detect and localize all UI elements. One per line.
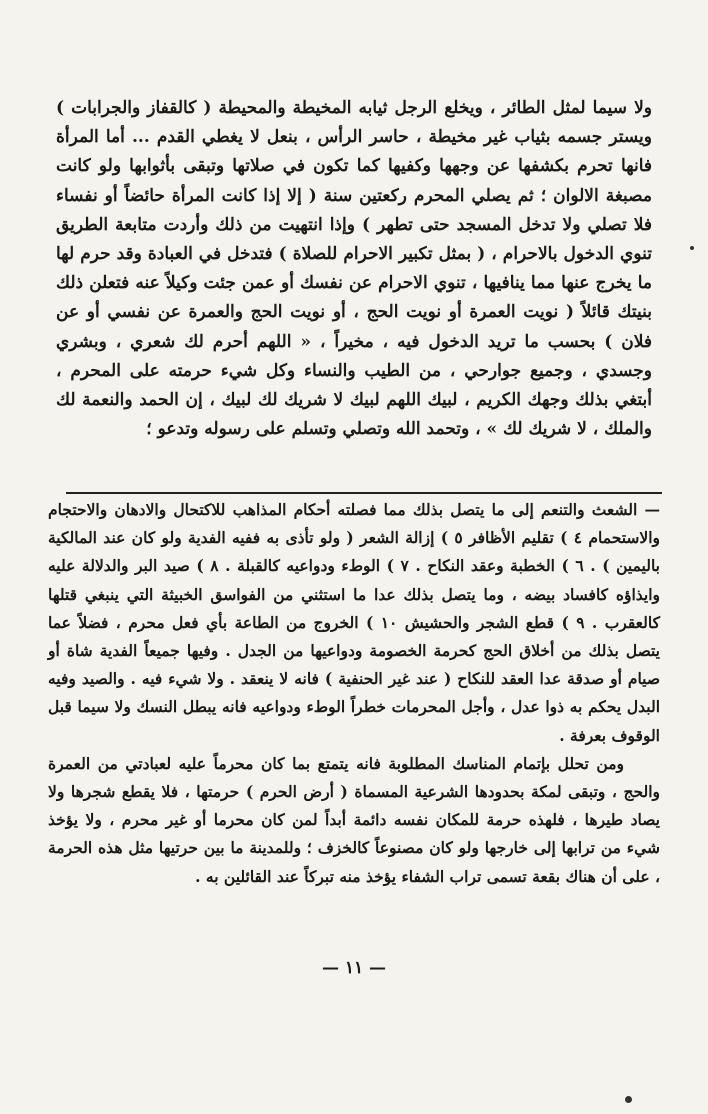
- paragraph: ومن تحلل بإتمام المناسك المطلوبة فانه يتمتع بما كان محرماً عليه لعبادتي من العمرة والحج ، وتبقى لمكة بحدودها الشرعية المسماة ( أرض الحرم ) حرمتها ، فلا يقطع شجرها ولا يصاد طيرها ، فلهذه حرمة للمكان نفسه دائمة أبداً لمن كان محرما أو غير محرم ، ولا يؤخذ شيء من ترابها إلى خارجها ولو كان مصنوعاً كالخزف ؛ وللمدينة ما بين حرتيها مثل هذه الحرمة ، على أن هناك بقعة تسمى تراب الشفاء يؤخذ منه تبركاً عند القائلين به .: [48, 753, 660, 886]
- footnote-separator: [66, 492, 662, 494]
- page-number: [0, 958, 708, 978]
- footnotes: [48, 496, 660, 891]
- page-number-text: — ١١ —: [321, 958, 387, 978]
- print-speck: [690, 246, 694, 250]
- main-text: [56, 94, 652, 444]
- footnote-paragraph: — الشعث والتنعم إلى ما يتصل بذلك مما فصلته أحكام المذاهب للاكتحال والادهان والاحتجام والاستحمام ٤ ) تقليم الأظافر ٥ ) إزالة الشعر ( ولو تأذى به ففيه الفدية ولو كان عند المالكية باليمين ) . ٦ ) الخطبة وعقد النكاح . ٧ ) الوطء ودواعيه كالقبلة . ٨ ) صيد البر والدلالة عليه وايذاؤه كافساد بيضه ، وما يتصل بذلك عدا ما استثني من الفواسق الخبيثة التي ينبغي قتلها كالعقرب . ٩ ) قطع الشجر والحشيش ١٠ ) الخروج من الطاعة بأي فعل محرم ، فضلاً عما يتصل بذلك من أخلاق الحج كحرمة الخصومة ودواعيها من الجدل . وفيها جميعاً الفدية شاة أو صيام أو صدقة عدا العقد للنكاح ( عند غير الحنفية ) فانه لا ينعقد . ولا شيء فيه . والصيد وفيه البدل يحكم به ذوا عدل ، وأجل المحرمات خطراً الوطء ودواعيه فانه يبطل النسك ولا سيما قبل الوقوف بعرفة .: [48, 500, 660, 745]
- paragraph: ولا سيما لمثل الطائر ، ويخلع الرجل ثيابه المخيطة والمحيطة ( كالقفاز والجرابات ) ويستر جسمه بثياب غير مخيطة ، حاسر الرأس ، بنعل لا يغطي القدم ... أما المرأة فانها تحرم بكشفها عن وجهها وكفيها كما تكون في صلاتها وتبقى بأثوابها ولو كانت مصبغة الالوان ؛ ثم يصلي المحرم ركعتين سنة ( إلا إذا كانت المرأة حائضاً أو نفساء فلا تصلي ولا تدخل المسجد حتى تطهر ) وإذا انتهيت من ذلك وأردت متابعة الطريق تنوي الدخول بالاحرام ، ( بمثل تكبير الاحرام للصلاة ) فتدخل في العبادة وقد حرم لها ما يخرج عنها مما ينافيها ، تنوي الاحرام عن نفسك أو عمن جئت وكيلاً عنه فتعلن ذلك بنيتك قائلاً ( نويت العمرة أو نويت الحج ، أو نويت الحج والعمرة عن نفسي أو عن فلان ) بحسب ما تريد الدخول فيه ، مخيراً ، « اللهم أحرم لك شعري ، وبشري وجسدي ، وجميع جوارحي ، من الطيب والنساء وكل شيء حرمته على المحرم ، أبتغي بذلك وجهك الكريم ، لبيك اللهم لبيك لا شريك لك لبيك ، إن الحمد والنعمة لك والملك ، لا شريك لك » ، وتحمد الله وتصلي وتسلم على رسوله وتدعو ؛: [56, 98, 652, 440]
- print-speck: [625, 1096, 632, 1103]
